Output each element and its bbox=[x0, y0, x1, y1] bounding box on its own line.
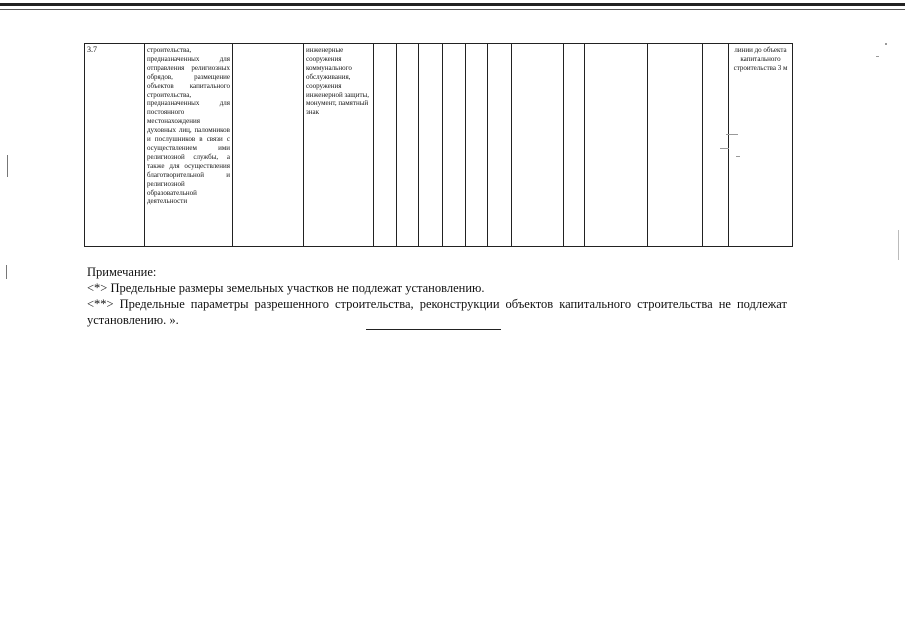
scan-artifact bbox=[898, 230, 899, 260]
empty-cell bbox=[233, 44, 304, 247]
scan-artifact bbox=[720, 148, 729, 149]
scan-top-border-thin bbox=[0, 9, 905, 10]
permitted-use-description-cell: строительства, предназначенных для отправления религиозных обрядов, размещение объектов капитального строительства, предназначенных для постоянного местонахождения духовных лиц, паломников и послушников в связи с осуществлением ими религиозной службы, а также для осуществления благотворительной и религиозной образовательной деятельности bbox=[145, 44, 233, 247]
setback-distance-cell: линии до объекта капитального строительства 3 м bbox=[729, 44, 793, 247]
empty-cell bbox=[443, 44, 466, 247]
row-number-cell: 3.7 bbox=[85, 44, 145, 247]
empty-cell bbox=[648, 44, 703, 247]
table-row bbox=[85, 44, 793, 247]
footnote-section bbox=[87, 264, 787, 328]
empty-cell bbox=[374, 44, 397, 247]
scan-top-border bbox=[0, 3, 905, 6]
note-line-2: <**> Предельные параметры разрешенного строительства, реконструкции объектов капитального строительства не подлежат установлению. ». bbox=[87, 297, 787, 327]
note-heading: Примечание: bbox=[87, 265, 157, 279]
scan-artifact bbox=[6, 265, 7, 279]
empty-cell bbox=[397, 44, 419, 247]
scan-artifact bbox=[726, 134, 738, 135]
scan-artifact bbox=[885, 43, 887, 45]
end-rule bbox=[366, 329, 501, 330]
empty-cell bbox=[564, 44, 585, 247]
scan-artifact bbox=[736, 156, 740, 157]
empty-cell bbox=[419, 44, 443, 247]
empty-cell bbox=[703, 44, 729, 247]
empty-cell bbox=[488, 44, 512, 247]
regulations-table bbox=[84, 43, 793, 247]
empty-cell bbox=[585, 44, 648, 247]
scan-artifact bbox=[7, 155, 8, 177]
empty-cell bbox=[512, 44, 564, 247]
note-line-1: <*> Предельные размеры земельных участков не подлежат установлению. bbox=[87, 281, 485, 295]
scan-artifact bbox=[876, 56, 879, 57]
empty-cell bbox=[466, 44, 488, 247]
auxiliary-objects-cell: инженерные сооружения коммунального обслуживания, сооружения инженерной защиты, монумент, памятный знак bbox=[304, 44, 374, 247]
